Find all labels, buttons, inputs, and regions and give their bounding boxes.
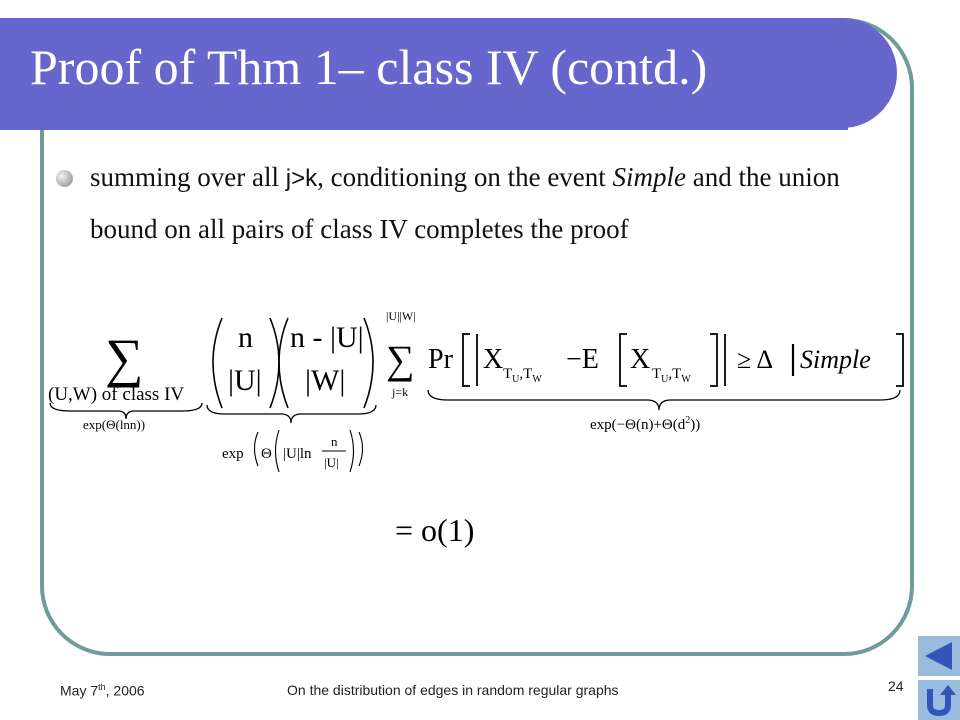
prob-underbrace: [428, 390, 900, 410]
sum-brace-label: exp(Θ(lnn)): [83, 417, 146, 432]
binom1-top: n: [238, 321, 253, 354]
bullet-part1: summing over all: [90, 162, 286, 192]
simple-word: Simple: [800, 345, 871, 374]
minus-e: −E: [566, 344, 599, 375]
prob-brace-label: $\exp(-\Theta(n)+\Theta(d^2))$: [590, 415, 701, 433]
bullet-part2: , conditioning on the event: [317, 162, 613, 192]
bullet-dot-icon: [56, 170, 73, 187]
geq-delta: ≥ Δ: [737, 345, 774, 374]
pr-bracket-right: [896, 334, 903, 386]
binom-brace-paren-l2: [276, 430, 280, 472]
bullet-jk: j>k: [285, 165, 318, 192]
binom1-right-paren: [270, 318, 279, 408]
binom-underbrace: [207, 405, 376, 423]
title-underline: [0, 124, 848, 130]
x-sub-1: $T_U,T_W$: [503, 366, 542, 385]
bullet-text: [90, 152, 880, 254]
x-sub-2: $T_U,T_W$: [652, 366, 691, 385]
footer-title: On the distribution of edges in random regular graphs: [287, 682, 619, 698]
result-equation: = o(1): [395, 512, 475, 548]
pr-bracket-left: [463, 334, 470, 386]
sum-symbol: ∑: [105, 328, 144, 388]
return-button[interactable]: [918, 680, 960, 720]
sum-index: (U,W) of class IV: [48, 384, 185, 405]
footer-date-sup: th: [98, 682, 106, 692]
binom-brace-exp: exp: [222, 446, 244, 462]
e-bracket-left: [620, 334, 627, 386]
binom-brace-paren-r: [359, 432, 363, 466]
binom-brace-paren-l: [255, 432, 259, 466]
inner-sum-upper: |U||W|: [386, 309, 416, 323]
binom2-top: n - |U|: [290, 321, 364, 354]
binom-brace-frac-num: n: [331, 434, 338, 449]
footer-date-prefix: May 7: [60, 682, 99, 699]
x-var-2: X: [630, 344, 651, 375]
binom2-right-paren: [364, 318, 373, 408]
binom1-bottom: |U|: [228, 364, 262, 397]
binom-brace-theta: Θ: [261, 446, 272, 462]
binom2-bottom: |W|: [305, 364, 346, 397]
e-bracket-right: [710, 334, 717, 386]
slide-title: Proof of Thm 1– class IV (contd.): [30, 39, 708, 95]
binom-brace-frac-den: |U|: [324, 455, 339, 470]
binom1-left-paren: [213, 318, 222, 408]
binom2-left-paren: [279, 318, 288, 408]
inner-sum-lower: j=k: [392, 385, 409, 399]
formula: [40, 300, 920, 500]
binom-brace-ulog: |U|ln: [283, 446, 312, 462]
footer-date: [60, 682, 145, 699]
previous-slide-button[interactable]: [918, 636, 960, 676]
page-number: 24: [888, 678, 904, 694]
x-var-1: X: [483, 344, 504, 375]
pr-label: Pr: [428, 344, 453, 375]
bullet-italic-simple: Simple: [612, 162, 687, 192]
left-triangle-icon: [922, 640, 956, 672]
bullet-part3: and the union bound on all pairs of class IV completes the proof: [90, 162, 840, 244]
binom-brace-paren-r2: [350, 430, 354, 472]
return-arrow-icon: [922, 683, 956, 717]
inner-sum-symbol: ∑: [386, 337, 415, 382]
footer-date-suffix: , 2006: [105, 682, 145, 699]
